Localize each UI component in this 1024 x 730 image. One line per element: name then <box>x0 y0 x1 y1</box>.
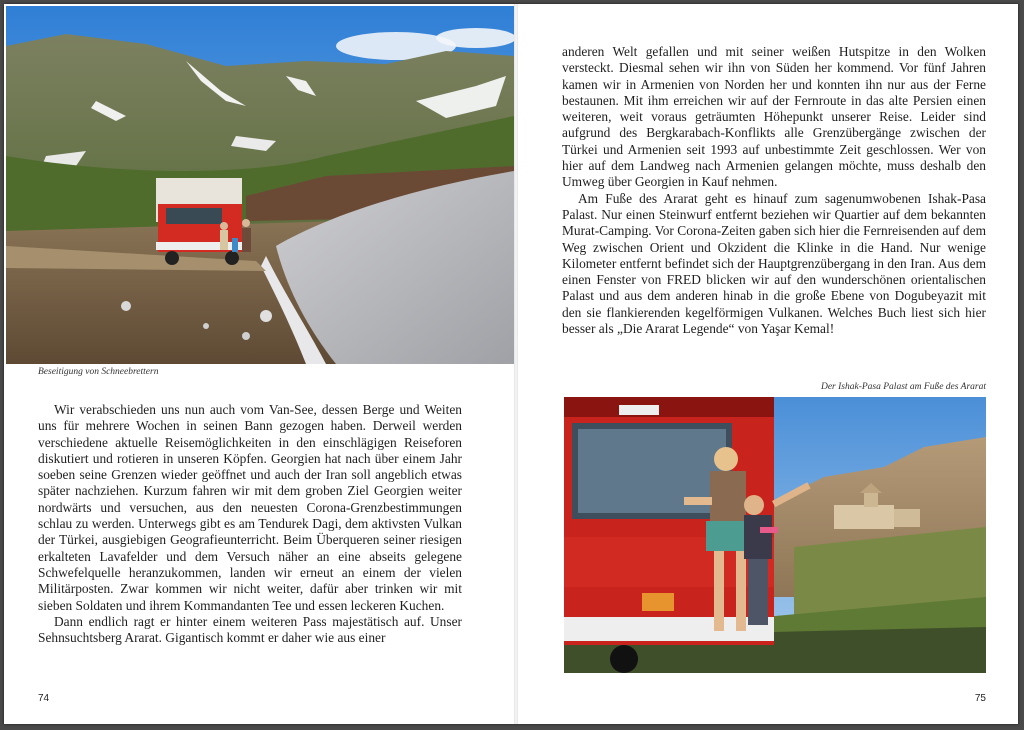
page-number-right: 75 <box>974 693 986 704</box>
photo-caption: Beseitigung von Schneebrettern <box>38 367 159 377</box>
right-page-body <box>562 44 986 337</box>
left-page-body <box>38 402 462 646</box>
paragraph: Wir verabschieden uns nun auch vom Van-See, dessen Berge und Weiten uns für mehrere Wochen in seinen Bann gezogen haben. Derweil werden verschiedene aktuelle Reisemöglichkeiten in den einschlägigen Reiseforen diskutiert und rotieren in unseren Köpfen. Georgien hat nach über einem Jahr soeben seine Grenzen wieder geöffnet und auch der Iran soll angeblich etwas später nachziehen. Kurzum fahren wir mit dem groben Ziel Georgien weiter nordwärts und versuchen, aus den neuesten Corona-Grenzbestimmungen schlau zu werden. Unterwegs gibt es am Tendurek Dagi, dem aktivsten Vulkan der Türkei, ausgiebigen Geografieunterricht. Beim Überqueren seiner riesigen erkalteten Lavafelder und dem Versuch näher an eine abseits gelegene Schwefelquelle heranzukommen, landen wir erneut an einem der vielen Militärposten. Zwar kommen wir nicht weiter, dafür aber trinken wir mit sieben Soldaten und ihrem Kommandanten Tee und essen leckeren Kuchen. <box>38 402 462 613</box>
photo-snow-clearing <box>6 6 514 364</box>
page-number-left: 74 <box>38 693 50 704</box>
paragraph: Am Fuße des Ararat geht es hinauf zum sagenumwobenen Ishak-Pasa Palast. Nur einen Steinwurf entfernt beziehen wir Quartier auf dem bekannten Murat-Camping. Vor Corona-Zeiten gaben sich hier die Fernreisenden auf dem Weg zwischen Orient und Okzident die Klinke in die Hand. Nur wenige Kilometer entfernt befindet sich der Hauptgrenzübergang in den Iran. Aus dem einen Fenster von FRED blicken wir auf den wunderschönen orientalischen Palast und aus dem anderen hinab in die große Ebene von Dogubeyazit mit den sie flankierenden kegelförmigen Vulkanen. Welches Buch liest sich hier besser als „Die Ararat Legende“ von Yaşar Kemal! <box>562 190 986 337</box>
paragraph: Dann endlich ragt er hinter einem weiteren Pass majestätisch auf. Unser Sehnsuchtsberg Ararat. Gigantisch kommt er daher wie aus einer <box>38 613 462 646</box>
page-gutter <box>514 4 518 724</box>
book-spread <box>4 4 1018 724</box>
paragraph: anderen Welt gefallen und mit seiner weißen Hutspitze in den Wolken versteckt. Diesmal sehen wir ihn von Süden her kommend. Vor fünf Jahren kamen wir in Armenien von Norden her und konnten ihn nur aus der Ferne bestaunen. Mit ihm erreichen wir auf der Fernroute in das alte Persien einen weiteren, weit voraus geträumten Höhepunkt unserer Reise. Leider sind aufgrund des Bergkarabach-Konflikts alle Grenzübergänge zwischen der Türkei und Armenien seit 1993 auf unbestimmte Zeit geschlossen. Wer von hier auf dem Landweg nach Armenien gelangen möchte, muss deshalb den Umweg über Georgien in Kauf nehmen. <box>562 44 986 190</box>
photo-caption: Der Ishak-Pasa Palast am Fuße des Ararat <box>820 382 986 392</box>
photo-ishak-pasa-palace <box>564 397 986 673</box>
